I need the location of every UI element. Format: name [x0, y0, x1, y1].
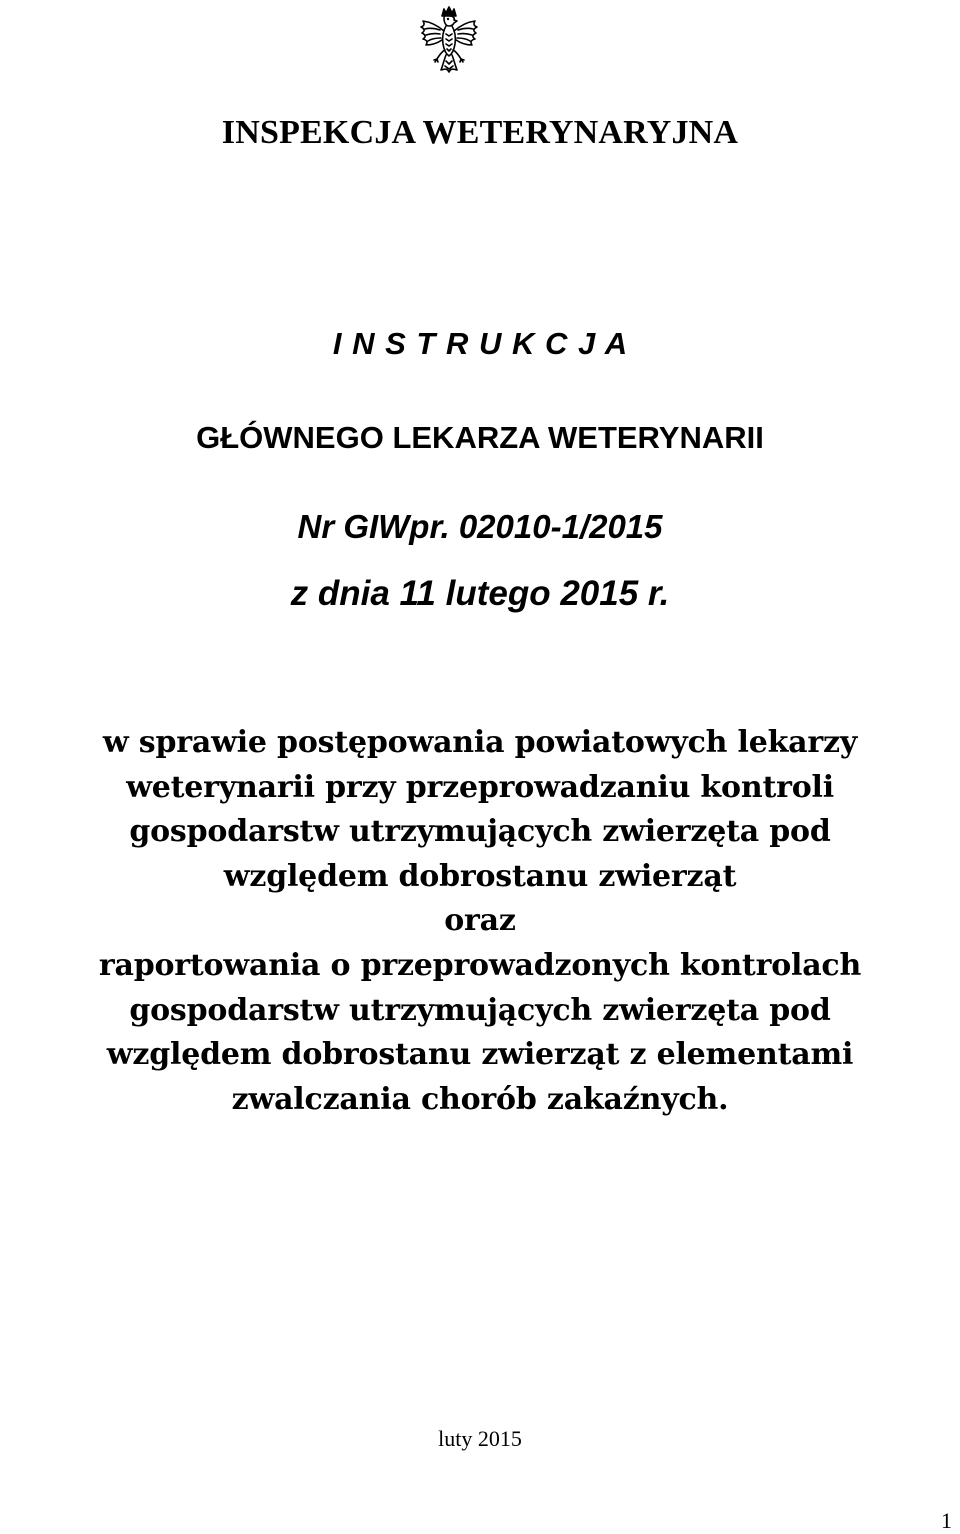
subject-line: raportowania o przeprowadzonych kontrolach [98, 947, 862, 983]
document-date: z dnia 11 lutego 2015 r. [290, 574, 670, 613]
organization-name: INSPEKCJA WETERYNARYJNA [221, 114, 739, 151]
subject-line: weterynarii przy przeprowadzaniu kontroli [126, 769, 834, 805]
page-number: 1 [941, 1508, 952, 1533]
polish-eagle-emblem [413, 4, 485, 78]
subject-line: zwalczania chorób zakaźnych. [231, 1081, 729, 1117]
footer-date: luty 2015 [438, 1426, 522, 1451]
subject-line: w sprawie postępowania powiatowych lekarzy [102, 725, 858, 760]
subject-line: względem dobrostanu zwierząt [223, 858, 737, 894]
document-type-heading: I N S T R U K C J A [332, 326, 628, 361]
issuer-heading: GŁÓWNEGO LEKARZA WETERYNARII [196, 420, 764, 455]
subject-line: gospodarstw utrzymujących zwierzęta pod [129, 814, 831, 850]
subject-line: gospodarstw utrzymujących zwierzęta pod [129, 992, 831, 1028]
subject-line: oraz [444, 903, 516, 939]
subject-line: względem dobrostanu zwierząt z elementami [106, 1037, 854, 1073]
document-number: Nr GIWpr. 02010-1/2015 [297, 508, 663, 545]
document-subject [0, 721, 960, 1122]
